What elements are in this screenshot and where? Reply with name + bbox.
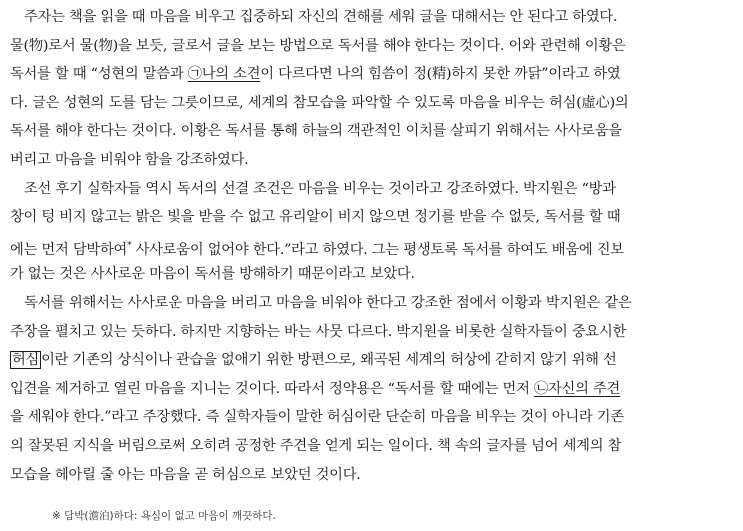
passage-line bbox=[10, 375, 736, 404]
passage bbox=[10, 3, 736, 489]
footnote-marker: * bbox=[127, 240, 132, 251]
passage-line: 주장을 펼치고 있는 듯하다. 하지만 지향하는 바는 사뭇 다르다. 박지원을 비롯한 실학자들이 중요시한 bbox=[10, 323, 627, 340]
passage-line bbox=[10, 346, 736, 375]
passage-line bbox=[10, 232, 736, 261]
passage-line: 창이 텅 비지 않고는 밝은 빛을 받을 수 없고 유리알이 비지 않으면 정기를 받을 수 없듯, 독서를 할 때 bbox=[10, 209, 621, 226]
passage-line: 을 세워야 한다.”라고 주장했다. 즉 실학자들이 말한 허심이란 단순히 마음을 비우는 것이 아니라 기존 bbox=[10, 409, 624, 426]
passage-line: 버리고 마음을 비워야 함을 강조하였다. bbox=[10, 151, 249, 168]
line-text: 독서를 할 때 “성현의 말씀과 bbox=[10, 66, 188, 83]
passage-line: 독서를 해야 한다는 것이다. 이황은 독서를 통해 하늘의 객관적인 이치를 살피기 위해서는 사사로움을 bbox=[10, 123, 622, 140]
underlined-phrase-b: ㉡자신의 주견 bbox=[533, 380, 621, 397]
line-text: 에는 먼저 담박하여 bbox=[10, 241, 128, 258]
passage-line: 독서를 위해서는 사사로운 마음을 버리고 마음을 비워야 한다고 강조한 점에서 이황과 박지원은 같은 bbox=[24, 294, 632, 311]
underlined-phrase-a: ㉠나의 소견 bbox=[187, 66, 261, 83]
boxed-term: 허심 bbox=[12, 352, 40, 369]
line-text: 사사로움이 없어야 한다.”라고 하였다. 그는 평생토록 독서를 하여도 배움에 진보 bbox=[131, 241, 624, 258]
passage-line bbox=[10, 60, 736, 89]
line-text: 이 다르다면 나의 힘씀이 정(精)하지 못한 까닭”이라고 하였 bbox=[260, 66, 621, 83]
passage-line: 가 없는 것은 사사로운 마음이 독서를 방해하기 때문이라고 보았다. bbox=[10, 266, 415, 283]
footnote: ※ 담박(澹泊)하다: 욕심이 없고 마음이 깨끗하다. bbox=[52, 510, 276, 522]
passage-line: 의 잘못된 지식을 버림으로써 오히려 공정한 주견을 얻게 되는 일이다. 책 속의 글자를 넘어 세계의 참 bbox=[10, 437, 622, 454]
line-text: 입견을 제거하고 열린 마음을 지니는 것이다. 따라서 정약용은 “독서를 할 때에는 먼저 bbox=[10, 380, 534, 397]
passage-line: 모습을 헤아릴 줄 아는 마음을 곧 허심으로 보았던 것이다. bbox=[10, 466, 361, 483]
line-text: 이란 기존의 상식이나 관습을 없애기 위한 방편으로, 왜곡된 세계의 허상에 갇히지 않기 위해 선 bbox=[41, 352, 617, 369]
passage-line: 조선 후기 실학자들 역시 독서의 선결 조건은 마음을 비우는 것이라고 강조하였다. 박지원은 “방과 bbox=[24, 180, 616, 197]
passage-line: 다. 글은 성현의 도를 담는 그릇이므로, 세계의 참모습을 파악할 수 있도록 마음을 비우는 허심(虛心)의 bbox=[10, 94, 629, 111]
passage-line: 주자는 책을 읽을 때 마음을 비우고 집중하되 자신의 견해를 세워 글을 대해서는 안 된다고 하였다. bbox=[24, 9, 618, 25]
passage-line: 물(物)로서 물(物)을 보듯, 글로서 글을 보는 방법으로 독서를 해야 한다는 것이다. 이와 관련해 이황은 bbox=[10, 37, 626, 54]
